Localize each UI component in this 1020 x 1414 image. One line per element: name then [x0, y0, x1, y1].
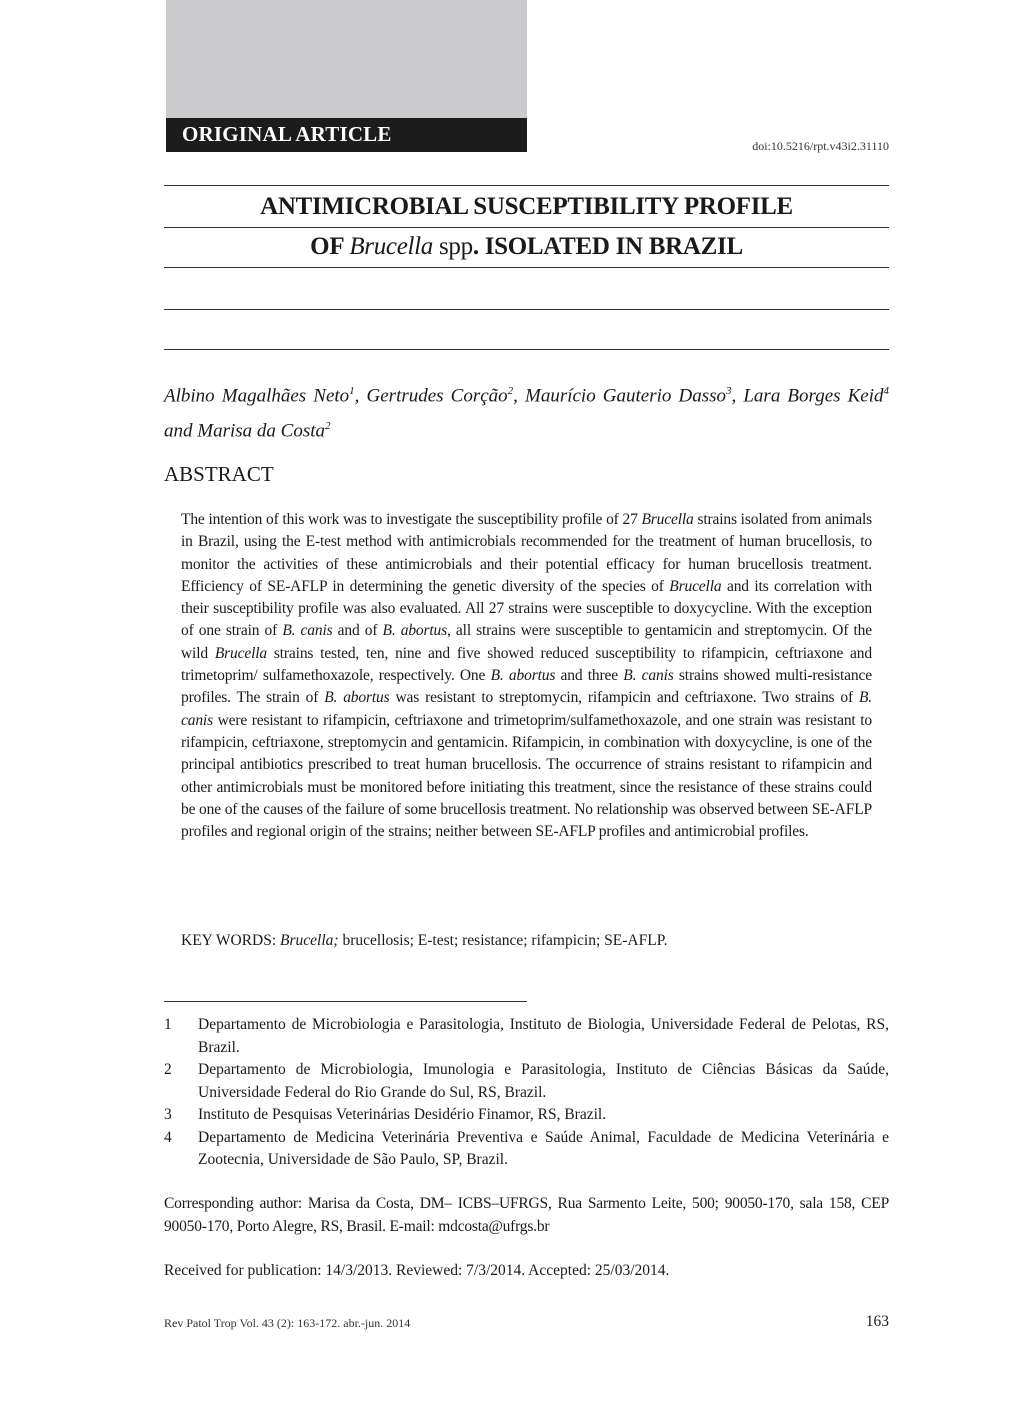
- abstract-taxon: B. abortus: [490, 667, 556, 685]
- abstract-taxon: B. canis: [181, 689, 873, 729]
- page-number: 163: [865, 1313, 889, 1330]
- title-genus: Brucella: [349, 233, 434, 260]
- abstract-taxon: B. abortus: [382, 622, 448, 640]
- abstract-taxon: B. abortus: [324, 689, 390, 707]
- footnote-item: [164, 1104, 889, 1127]
- abstract-taxon: B. canis: [282, 622, 333, 640]
- author-affiliation-mark: 3: [726, 385, 732, 397]
- footnote-text: Departamento de Microbiologia, Imunologia e Parasitologia, Instituto de Ciências Básicas da Saúde, Universidade Federal do Rio Grande do Sul, RS, Brazil.: [198, 1061, 889, 1101]
- footnote-item: [164, 1127, 889, 1172]
- author-affiliation-mark: 1: [349, 385, 355, 397]
- title-rule-middle: [164, 227, 889, 228]
- title-prefix: OF: [310, 233, 344, 260]
- footnote-text: Departamento de Medicina Veterinária Preventiva e Saúde Animal, Faculdade de Medicina Veterinária e Zootecnia, Universidade de São Paulo, SP, Brazil.: [198, 1128, 889, 1168]
- author-name: Marisa da Costa: [197, 420, 325, 442]
- footnote-text: Instituto de Pesquisas Veterinárias Desidério Finamor, RS, Brazil.: [198, 1106, 607, 1123]
- keywords-rest: brucellosis; E-test; resistance; rifampicin; SE-AFLP.: [338, 932, 668, 949]
- author-name: Gertrudes Corção: [366, 385, 508, 407]
- abstract-text: were resistant to rifampicin, ceftriaxone and trimetoprim/sulfamethoxazole, and one strain was resistant to rifampicin, ceftriaxone, streptomycin and gentamicin. Rifampicin, in combination with doxycycline, is one of the principal antibiotics prescribed to treat human brucellosis. The occurrence of strains resistant to rifampicin and other antimicrobials must be monitored before initiating this treatment, since the resistance of these strains could be one of the causes of the failure of some brucellosis treatment. No relationship was observed between SE-AFLP profiles and regional origin of the strains; neither between SE-AFLP profiles and antimicrobial profiles.: [181, 711, 872, 841]
- abstract-text: The intention of this work was to investigate the susceptibility profile of 27: [181, 511, 642, 528]
- author-separator: ,: [513, 385, 525, 407]
- title-rule-top: [164, 185, 889, 186]
- doi: doi:10.5216/rpt.v43i2.31110: [752, 139, 889, 153]
- abstract-text: strains tested, ten, nine and five showed reduced susceptibility to rifampicin, ceftriaxone and trimetoprim/ sulfamethoxazole, respectively. One: [181, 644, 872, 685]
- footnote-text: Departamento de Microbiologia e Parasitologia, Instituto de Biologia, Universidade Federal de Pelotas, RS, Brazil.: [198, 1016, 889, 1056]
- title-rule-bottom: [164, 267, 889, 268]
- article-type-label: ORIGINAL ARTICLE: [182, 122, 392, 146]
- footnote-item: [164, 1014, 889, 1059]
- footnote-item: [164, 1059, 889, 1104]
- title-spp: spp: [438, 233, 473, 260]
- footnote-number: 3: [164, 1106, 172, 1123]
- header-gray-block: [166, 0, 527, 118]
- title-suffix: . ISOLATED IN BRAZIL: [472, 233, 743, 260]
- author-list: [164, 376, 889, 447]
- abstract-text: strains showed multi-resistance profiles. The strain of: [181, 667, 872, 707]
- author-separator: and: [164, 420, 198, 442]
- author-affiliation-mark: 2: [325, 420, 331, 433]
- abstract-text: and three: [555, 667, 624, 685]
- abstract-heading: ABSTRACT: [164, 462, 274, 486]
- footnote-number: 4: [164, 1128, 172, 1146]
- keywords-label: KEY WORDS:: [181, 932, 281, 949]
- divider-rule-2: [164, 349, 889, 350]
- author-separator: ,: [354, 385, 367, 407]
- abstract-taxon: Brucella: [214, 644, 268, 662]
- author-separator: ,: [731, 385, 744, 407]
- title-line-1: ANTIMICROBIAL SUSCEPTIBILITY PROFILE: [260, 193, 793, 220]
- abstract-taxon: B. canis: [623, 667, 674, 685]
- abstract-taxon: Brucella: [641, 511, 694, 528]
- abstract-taxon: Brucella: [669, 577, 722, 595]
- publication-dates: Received for publication: 14/3/2013. Reviewed: 7/3/2014. Accepted: 25/03/2014.: [164, 1262, 670, 1279]
- abstract-text: , all strains were susceptible to gentamicin and streptomycin. Of the wild: [181, 622, 872, 662]
- footnote-number: 1: [164, 1016, 172, 1033]
- divider-rule-1: [164, 309, 889, 310]
- footnote-rule: [164, 1001, 527, 1002]
- abstract-body: [181, 509, 872, 843]
- author-affiliation-mark: 4: [883, 385, 890, 397]
- abstract-text: was resistant to streptomycin, rifampicin and ceftriaxone. Two strains of: [389, 689, 859, 707]
- title-line-2: [164, 233, 889, 261]
- abstract-text: and of: [332, 622, 383, 640]
- author-affiliation-mark: 2: [507, 385, 514, 397]
- author-name: Maurício Gauterio Dasso: [525, 385, 727, 407]
- article-type-bar: [166, 118, 527, 152]
- affiliation-footnotes: [164, 1014, 889, 1172]
- abstract-text: and its correlation with their susceptibility profile was also evaluated. All 27 strains were susceptible to doxycycline. With the exception of one strain of: [181, 577, 872, 640]
- footnote-number: 2: [164, 1061, 172, 1078]
- keywords: [181, 932, 667, 950]
- author-name: Lara Borges Keid: [743, 385, 884, 407]
- journal-citation: Rev Patol Trop Vol. 43 (2): 163-172. abr.-jun. 2014: [164, 1316, 411, 1330]
- corresponding-author: Corresponding author: Marisa da Costa, DM– ICBS–UFRGS, Rua Sarmento Leite, 500; 90050-170, sala 158, CEP 90050-170, Porto Alegre, RS, Brasil. E-mail: mdcosta@ufrgs.br: [164, 1195, 889, 1235]
- keyword-brucella: Brucella;: [280, 932, 339, 949]
- author-name: Albino Magalhães Neto: [164, 385, 350, 407]
- abstract-text: strains isolated from animals in Brazil, using the E-test method with antimicrobials recommended for the treatment of human brucellosis, to monitor the activities of these antimicrobials and their potential efficacy for human brucellosis treatment. Efficiency of SE-AFLP in determining the genetic diversity of the species of: [181, 511, 872, 595]
